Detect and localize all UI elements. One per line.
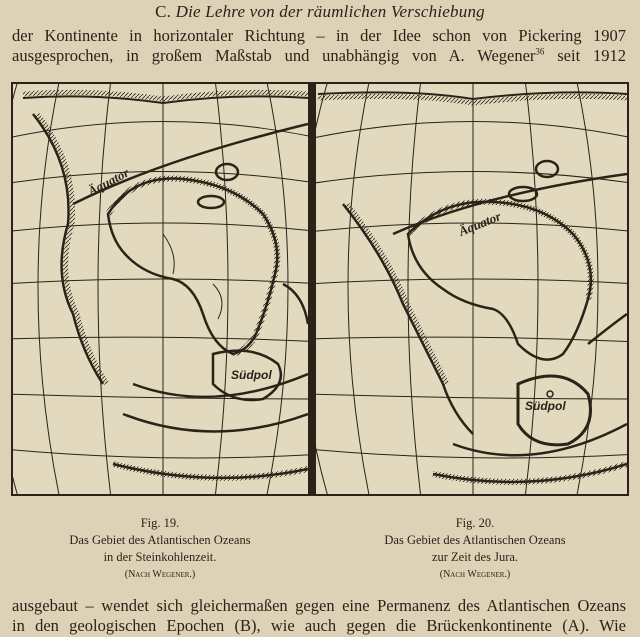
caption-line: Das Gebiet des Atlantischen Ozeans [384,533,566,547]
caption-line: Das Gebiet des Atlantischen Ozeans [69,533,251,547]
body-text-line: in den geologischen Epochen (B), wie auch gegen die Brückenkontinente (A). Wie [12,616,626,635]
footnote-ref: 36 [535,46,545,57]
body-text-line [12,46,626,66]
caption-fig-20 [345,515,605,583]
header-title: Die Lehre von der räumlichen Verschiebung [175,2,485,21]
figure-number: Fig. 20. [455,516,495,530]
body-text-fragment: ausgesprochen, in großem Maßstab und unabhängig von A. Wegener [12,46,536,65]
body-text-line: der Kontinente in horizontaler Richtung – in der Idee schon von Pickering 1907 [12,26,626,45]
equator-label: Äquator [456,208,503,239]
map-fig-20 [298,84,627,494]
south-pole-label: Südpol [525,399,566,413]
body-text-fragment: seit 1912 [557,46,626,65]
caption-source: (Nach Wegener.) [124,569,196,580]
maps-panel [11,82,629,496]
caption-fig-19 [40,515,280,583]
caption-line: zur Zeit des Jura. [431,550,519,564]
header-prefix: C. [155,2,172,21]
map-fig-19 [13,84,323,494]
maps-illustration [13,84,627,494]
running-header [0,2,640,22]
caption-line: in der Steinkohlenzeit. [103,550,217,564]
south-pole-label: Südpol [231,368,272,382]
equator-line [73,124,308,204]
caption-source: (Nach Wegener.) [439,569,511,580]
equator-label: Äquator [85,164,132,199]
figure-divider [308,84,316,494]
body-text-line: ausgebaut – wendet sich gleichermaßen gegen eine Permanenz des Atlantischen Ozeans [12,596,626,615]
figure-number: Fig. 19. [140,516,180,530]
